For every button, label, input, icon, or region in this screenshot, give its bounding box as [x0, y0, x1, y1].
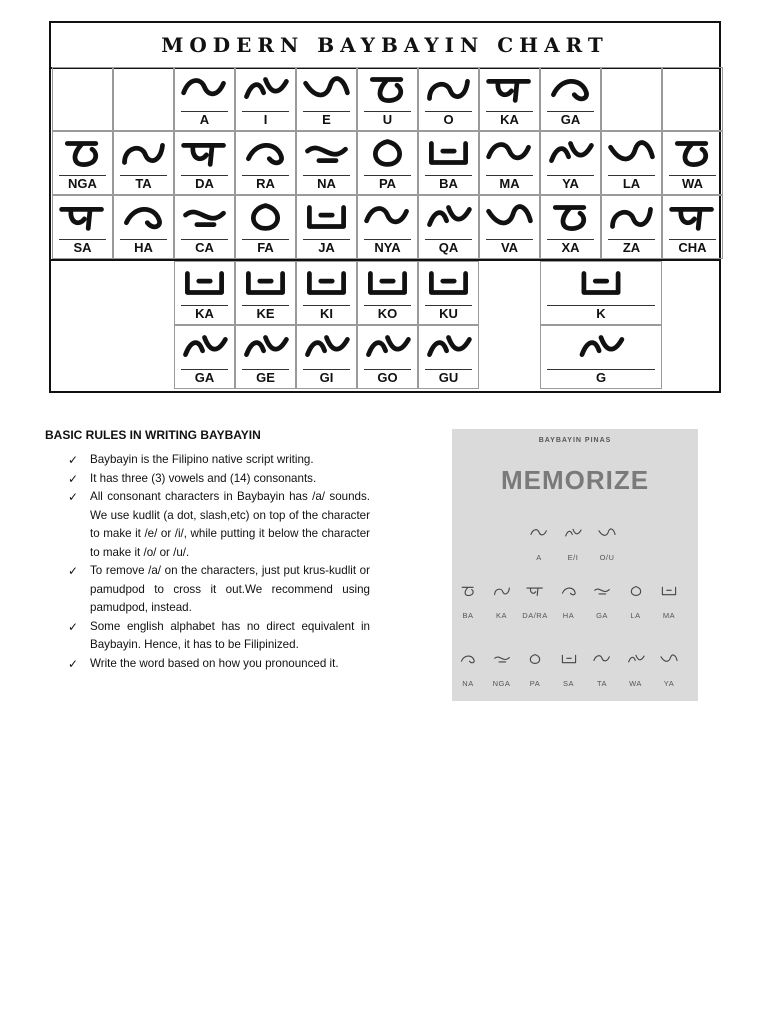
- syllable-label: VA: [486, 239, 533, 256]
- rule-text: Some english alphabet has no direct equivalent in Baybayin. Hence, it has to be Filipinized.: [90, 619, 370, 651]
- baybayin-glyph-icon: [175, 198, 234, 236]
- syllable-label: NYA: [364, 239, 411, 256]
- syllable-label: CA: [181, 239, 228, 256]
- rule-item: [45, 562, 370, 618]
- chart-cell-k-final: [540, 261, 662, 325]
- chart-empty-cell: [52, 67, 113, 131]
- syllable-label: TA: [120, 175, 167, 192]
- chart-cell-nya: [357, 195, 418, 259]
- chart-cell-xa: [540, 195, 601, 259]
- poster-label: DA/RA: [522, 611, 548, 620]
- syllable-label: DA: [181, 175, 228, 192]
- syllable-label: CHA: [669, 239, 716, 256]
- chart-cell-fa: [235, 195, 296, 259]
- chart-cell-cha: [662, 195, 723, 259]
- chart-cell-nga: [52, 131, 113, 195]
- chart-cell-a: [174, 67, 235, 131]
- poster-label: SA: [562, 679, 574, 688]
- poster-glyph-icon: [591, 579, 613, 603]
- chart-cell-qa: [418, 195, 479, 259]
- chart-cell-ra: [235, 131, 296, 195]
- poster-label: KA: [495, 611, 507, 620]
- syllable-label: GA: [547, 111, 594, 128]
- baybayin-glyph-icon: [419, 134, 478, 172]
- syllable-label: KA: [181, 305, 228, 322]
- baybayin-chart: [49, 21, 721, 393]
- rule-item: [45, 618, 370, 655]
- syllable-label: KA: [486, 111, 533, 128]
- rules-title: BASIC RULES IN WRITING BAYBAYIN: [45, 428, 261, 442]
- poster-glyph-icon: [524, 579, 546, 603]
- chart-cell-na: [296, 131, 357, 195]
- chart-cell-u: [357, 67, 418, 131]
- syllable-label: BA: [425, 175, 472, 192]
- chart-cell-la: [601, 131, 662, 195]
- poster-label: MA: [662, 611, 676, 620]
- poster-heading: MEMORIZE: [500, 465, 650, 495]
- syllable-label: RA: [242, 175, 289, 192]
- syllable-label: XA: [547, 239, 594, 256]
- poster-glyph-icon: [596, 521, 618, 545]
- baybayin-glyph-icon: [175, 70, 234, 108]
- poster-label: A: [536, 553, 542, 562]
- syllable-label: K: [547, 305, 655, 322]
- poster-label: TA: [596, 679, 608, 688]
- poster-glyph-icon: [491, 579, 513, 603]
- baybayin-glyph-icon: [541, 134, 600, 172]
- poster-glyph-icon: [528, 521, 550, 545]
- baybayin-glyph-icon: [297, 328, 356, 366]
- syllable-label: NGA: [59, 175, 106, 192]
- checkmark-icon: ✓: [68, 453, 79, 467]
- poster-label: HA: [562, 611, 575, 620]
- chart-cell-va: [479, 195, 540, 259]
- poster-glyph-icon: [625, 579, 647, 603]
- rules-section: [45, 428, 370, 673]
- rule-text: All consonant characters in Baybayin has /a/ sounds. We use kudlit (a dot, slash,etc) on top of the character to make it /e/ or /i/, while putting it below the character to make it /o/ or /u/.: [90, 490, 370, 559]
- chart-cell-g-final: [540, 325, 662, 389]
- syllable-label: FA: [242, 239, 289, 256]
- checkmark-icon: ✓: [68, 619, 79, 634]
- baybayin-glyph-icon: [53, 198, 112, 236]
- poster-glyph-icon: [558, 579, 580, 603]
- rule-item: [45, 451, 370, 470]
- syllable-label: G: [547, 369, 655, 386]
- chart-cell-e: [296, 67, 357, 131]
- chart-cell-ga: [174, 325, 235, 389]
- baybayin-glyph-icon: [358, 198, 417, 236]
- chart-cell-ca: [174, 195, 235, 259]
- chart-cell-ta: [113, 131, 174, 195]
- poster-glyph-icon: [562, 521, 584, 545]
- chart-empty-cell: [601, 67, 662, 131]
- chart-cell-ki: [296, 261, 357, 325]
- rule-text: To remove /a/ on the characters, just put krus-kudlit or pamudpod to cross it out.We recommend using pamudpod, instead.: [90, 564, 370, 614]
- chart-cell-ko: [357, 261, 418, 325]
- rule-item: [45, 488, 370, 562]
- poster-glyph-icon: [558, 647, 580, 671]
- rules-list: [45, 451, 370, 673]
- chart-empty-cell: [113, 67, 174, 131]
- baybayin-glyph-icon: [663, 134, 722, 172]
- baybayin-glyph-icon: [663, 198, 722, 236]
- poster-glyph-icon: [591, 647, 613, 671]
- rule-text: Write the word based on how you pronounced it.: [90, 656, 339, 670]
- baybayin-glyph-icon: [114, 198, 173, 236]
- checkmark-icon: ✓: [68, 564, 79, 578]
- chart-cell-ge: [235, 325, 296, 389]
- poster-glyph-icon: [457, 647, 479, 671]
- baybayin-glyph-icon: [175, 328, 234, 366]
- chart-title: MODERN BAYBAYIN CHART: [51, 23, 719, 69]
- baybayin-glyph-icon: [419, 70, 478, 108]
- syllable-label: KO: [364, 305, 411, 322]
- syllable-label: QA: [425, 239, 472, 256]
- baybayin-glyph-icon: [602, 134, 661, 172]
- baybayin-glyph-icon: [358, 70, 417, 108]
- syllable-label: O: [425, 111, 472, 128]
- syllable-label: E: [303, 111, 350, 128]
- baybayin-glyph-icon: [175, 134, 234, 172]
- poster-label: NA: [462, 679, 474, 688]
- poster-label: NGA: [492, 679, 511, 688]
- syllable-label: GA: [181, 369, 228, 386]
- syllable-label: I: [242, 111, 289, 128]
- baybayin-glyph-icon: [114, 134, 173, 172]
- baybayin-glyph-icon: [358, 134, 417, 172]
- baybayin-glyph-icon: [541, 328, 661, 366]
- poster-glyph-icon: [524, 647, 546, 671]
- baybayin-glyph-icon: [480, 134, 539, 172]
- poster-label: YA: [663, 679, 675, 688]
- baybayin-glyph-icon: [541, 198, 600, 236]
- chart-cell-ha: [113, 195, 174, 259]
- syllable-label: HA: [120, 239, 167, 256]
- syllable-label: KI: [303, 305, 350, 322]
- syllable-label: WA: [669, 175, 716, 192]
- poster-label: PA: [529, 679, 541, 688]
- baybayin-glyph-icon: [358, 328, 417, 366]
- baybayin-glyph-icon: [236, 328, 295, 366]
- syllable-label: U: [364, 111, 411, 128]
- poster-glyph-icon: [625, 647, 647, 671]
- baybayin-glyph-icon: [236, 264, 295, 302]
- syllable-label: YA: [547, 175, 594, 192]
- rule-text: It has three (3) vowels and (14) consonants.: [90, 471, 317, 485]
- poster-glyph-icon: [457, 579, 479, 603]
- syllable-label: GE: [242, 369, 289, 386]
- syllable-label: LA: [608, 175, 655, 192]
- baybayin-glyph-icon: [236, 198, 295, 236]
- baybayin-glyph-icon: [297, 264, 356, 302]
- poster-label: GA: [596, 611, 608, 620]
- baybayin-glyph-icon: [541, 70, 600, 108]
- baybayin-glyph-icon: [358, 264, 417, 302]
- baybayin-glyph-icon: [541, 264, 661, 302]
- chart-cell-ka: [479, 67, 540, 131]
- checkmark-icon: ✓: [68, 471, 79, 486]
- syllable-label: GU: [425, 369, 472, 386]
- baybayin-glyph-icon: [236, 134, 295, 172]
- chart-cell-za: [601, 195, 662, 259]
- syllable-label: JA: [303, 239, 350, 256]
- poster-label: BA: [462, 611, 474, 620]
- poster-label: E/I: [567, 553, 579, 562]
- syllable-label: NA: [303, 175, 350, 192]
- chart-cell-gu: [418, 325, 479, 389]
- chart-cell-da: [174, 131, 235, 195]
- baybayin-glyph-icon: [297, 70, 356, 108]
- baybayin-glyph-icon: [297, 198, 356, 236]
- syllable-label: MA: [486, 175, 533, 192]
- syllable-label: KE: [242, 305, 289, 322]
- syllable-label: KU: [425, 305, 472, 322]
- poster-brand: BAYBAYIN PINAS: [538, 437, 612, 444]
- baybayin-glyph-icon: [480, 198, 539, 236]
- syllable-label: ZA: [608, 239, 655, 256]
- syllable-label: GI: [303, 369, 350, 386]
- poster-label: O/U: [599, 553, 615, 562]
- chart-cell-ja: [296, 195, 357, 259]
- chart-cell-ke: [235, 261, 296, 325]
- baybayin-glyph-icon: [236, 70, 295, 108]
- rule-text: Baybayin is the Filipino native script writing.: [90, 453, 314, 466]
- chart-cell-go: [357, 325, 418, 389]
- poster-glyph-icon: [491, 647, 513, 671]
- checkmark-icon: ✓: [68, 490, 79, 504]
- baybayin-glyph-icon: [602, 198, 661, 236]
- chart-cell-gi: [296, 325, 357, 389]
- chart-empty-cell: [662, 67, 723, 131]
- chart-cell-ka: [174, 261, 235, 325]
- checkmark-icon: ✓: [68, 656, 79, 671]
- memorize-poster: [452, 429, 698, 701]
- chart-cell-wa: [662, 131, 723, 195]
- syllable-label: SA: [59, 239, 106, 256]
- baybayin-glyph-icon: [419, 328, 478, 366]
- chart-cell-ga: [540, 67, 601, 131]
- baybayin-glyph-icon: [175, 264, 234, 302]
- chart-cell-ba: [418, 131, 479, 195]
- chart-cell-sa: [52, 195, 113, 259]
- poster-label: WA: [629, 679, 642, 688]
- baybayin-glyph-icon: [419, 264, 478, 302]
- baybayin-glyph-icon: [419, 198, 478, 236]
- chart-cell-ya: [540, 131, 601, 195]
- rule-item: [45, 655, 370, 674]
- chart-cell-ku: [418, 261, 479, 325]
- poster-glyph-icon: [658, 579, 680, 603]
- syllable-label: PA: [364, 175, 411, 192]
- baybayin-glyph-icon: [480, 70, 539, 108]
- syllable-label: A: [181, 111, 228, 128]
- baybayin-glyph-icon: [53, 134, 112, 172]
- poster-glyph-icon: [658, 647, 680, 671]
- chart-cell-pa: [357, 131, 418, 195]
- chart-cell-o: [418, 67, 479, 131]
- baybayin-glyph-icon: [297, 134, 356, 172]
- poster-label: LA: [630, 611, 641, 620]
- syllable-label: GO: [364, 369, 411, 386]
- rule-item: [45, 470, 370, 489]
- chart-cell-i: [235, 67, 296, 131]
- chart-cell-ma: [479, 131, 540, 195]
